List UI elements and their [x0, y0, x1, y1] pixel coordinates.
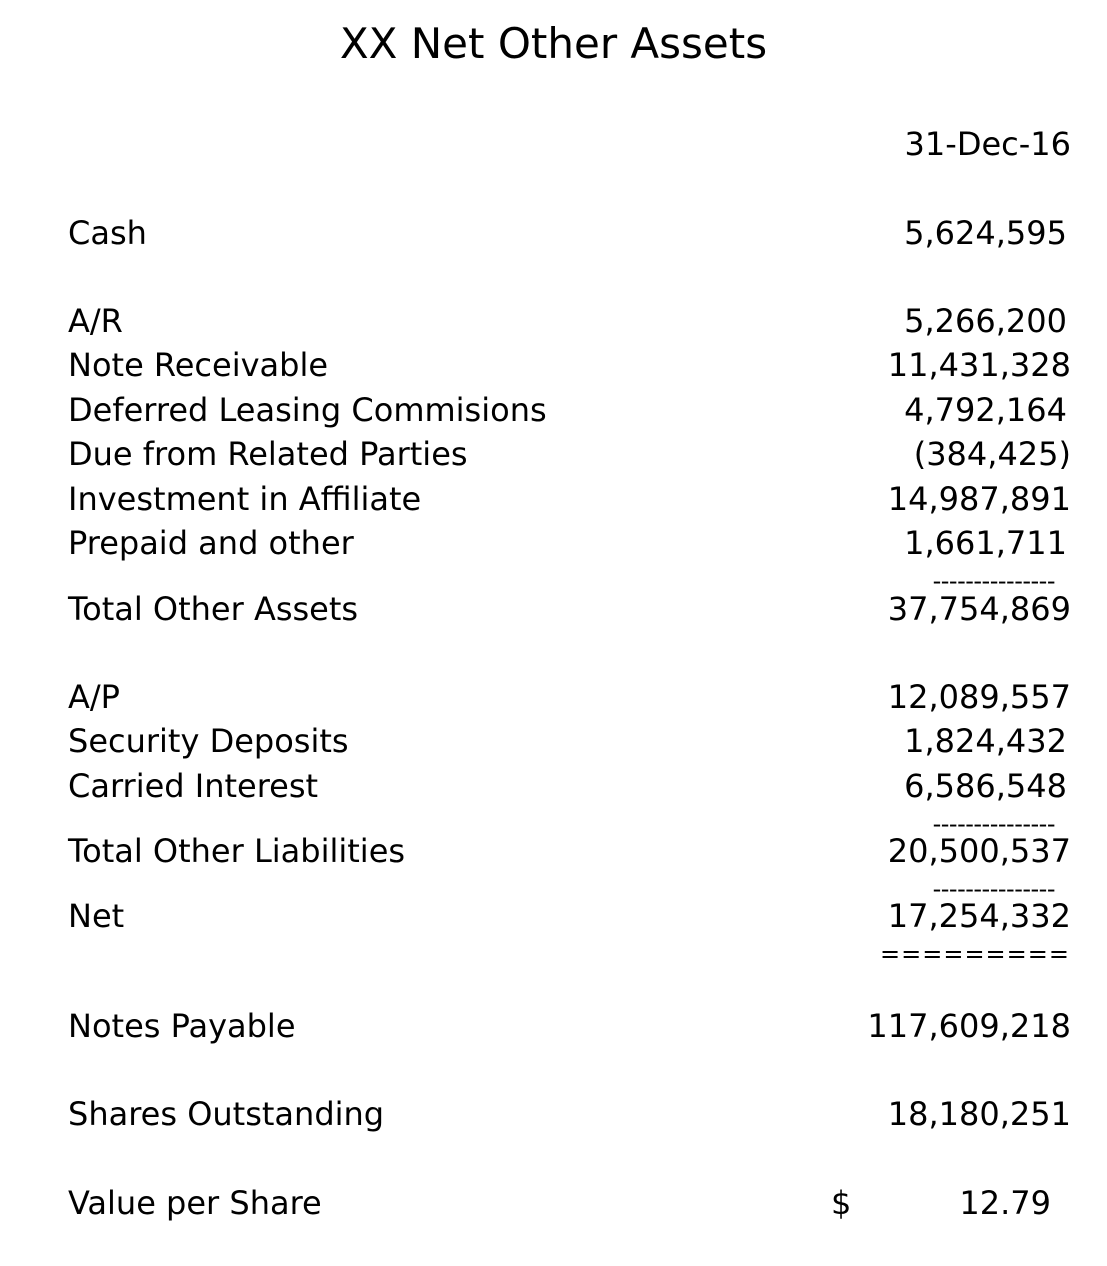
total-other-assets-label: Total Other Assets	[68, 590, 359, 628]
ap-label: A/P	[68, 678, 120, 716]
note-receivable-label: Note Receivable	[68, 346, 329, 384]
security-deposits-value: 1,824,432	[904, 722, 1067, 760]
shares-outstanding-value: 18,180,251	[887, 1095, 1071, 1133]
total-other-liabilities-value: 20,500,537	[887, 832, 1071, 870]
note-receivable-value: 11,431,328	[887, 346, 1071, 384]
subtotal-rule: ---------------	[932, 569, 1055, 593]
security-deposits-label: Security Deposits	[68, 722, 349, 760]
net-label: Net	[68, 897, 125, 935]
ap-value: 12,089,557	[887, 678, 1071, 716]
currency-symbol: $	[831, 1184, 852, 1222]
cash-label: Cash	[68, 214, 147, 252]
investment-affiliate-label: Investment in Affiliate	[68, 480, 422, 518]
deferred-leasing-label: Deferred Leasing Commisions	[68, 391, 547, 429]
cash-value: 5,624,595	[904, 214, 1067, 252]
shares-outstanding-label: Shares Outstanding	[68, 1095, 385, 1133]
subtotal-rule: ---------------	[932, 812, 1055, 836]
due-related-parties-value: (384,425)	[913, 435, 1071, 473]
carried-interest-label: Carried Interest	[68, 767, 319, 805]
deferred-leasing-value: 4,792,164	[904, 391, 1067, 429]
prepaid-other-value: 1,661,711	[904, 524, 1067, 562]
page-title: XX Net Other Assets	[339, 19, 768, 68]
notes-payable-label: Notes Payable	[68, 1007, 296, 1045]
subtotal-rule: ---------------	[932, 877, 1055, 901]
value-per-share-label: Value per Share	[68, 1184, 322, 1222]
ar-label: A/R	[68, 302, 123, 340]
total-other-liabilities-label: Total Other Liabilities	[68, 832, 406, 870]
net-value: 17,254,332	[887, 897, 1071, 935]
ar-value: 5,266,200	[904, 302, 1067, 340]
investment-affiliate-value: 14,987,891	[887, 480, 1071, 518]
notes-payable-value: 117,609,218	[867, 1007, 1071, 1045]
due-related-parties-label: Due from Related Parties	[68, 435, 468, 473]
double-underline-rule: =========	[880, 942, 1070, 966]
prepaid-other-label: Prepaid and other	[68, 524, 354, 562]
date-header: 31-Dec-16	[904, 125, 1071, 163]
carried-interest-value: 6,586,548	[904, 767, 1067, 805]
total-other-assets-value: 37,754,869	[887, 590, 1071, 628]
value-per-share-value: 12.79	[959, 1184, 1051, 1222]
